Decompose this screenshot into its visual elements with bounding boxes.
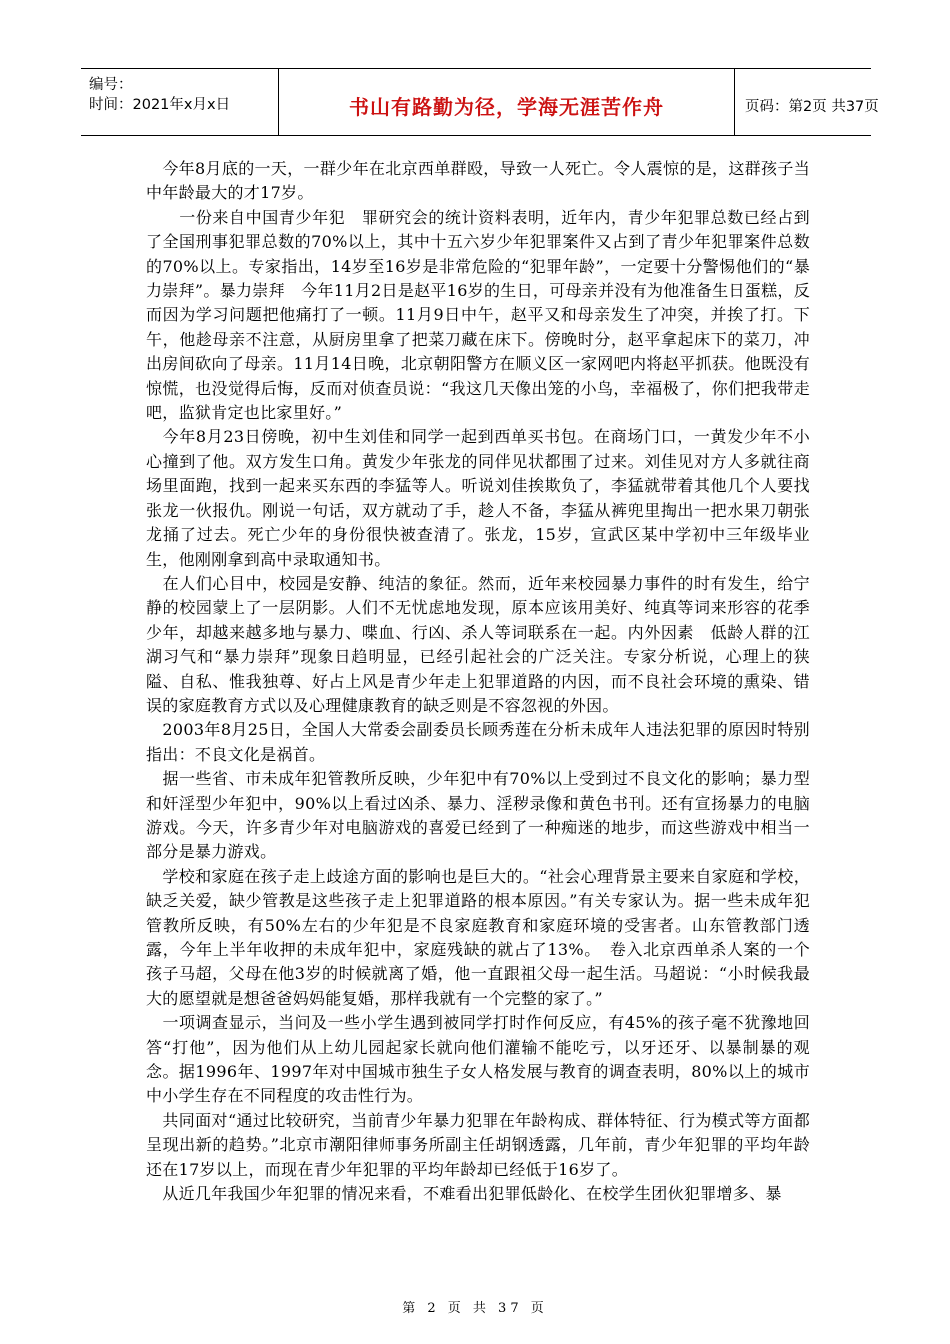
header-meta-cell	[81, 69, 279, 135]
paragraph: 今年8月23日傍晚，初中生刘佳和同学一起到西单买书包。在商场门口，一黄发少年不小心撞到了他。双方发生口角。黄发少年张龙的同伴见状都围了过来。刘佳见对方人多就往商场里面跑，找到一起来买东西的李猛等人。听说刘佳挨欺负了，李猛就带着其他几个人要找张龙一伙报仇。刚说一句话，双方就动了手，趁人不备，李猛从裤兜里掏出一把水果刀朝张龙捅了过去。死亡少年的身份很快被查清了。张龙，15岁，宣武区某中学初中三年级毕业生，他刚刚拿到高中录取通知书。	[146, 427, 810, 569]
header-motto: 书山有路勤为径，学海无涯苦作舟	[349, 95, 664, 119]
paragraph: 共同面对“通过比较研究，当前青少年暴力犯罪在年龄构成、群体特征、行为模式等方面都呈现出新的趋势。”北京市潮阳律师事务所副主任胡钢透露，几年前，青少年犯罪的平均年龄还在17岁以上，而现在青少年犯罪的平均年龄却已经低于16岁了。	[146, 1110, 810, 1179]
paragraph: 2003年8月25日，全国人大常委会副委员长顾秀莲在分析未成年人违法犯罪的原因时特别指出：不良文化是祸首。	[146, 720, 810, 764]
page-footer: 第 2 页 共 37 页	[402, 1301, 548, 1316]
document-number-label: 编号：	[89, 77, 133, 93]
header-page-cell	[735, 69, 879, 135]
paragraph: 一项调查显示，当问及一些小学生遇到被同学打时作何反应，有45%的孩子毫不犹豫地回答“打他”，因为他们从上幼儿园起家长就向他们灌输不能吃亏，以牙还牙、以暴制暴的观念。据1996年、1997年对中国城市独生子女人格发展与教育的调查表明，80%以上的城市中小学生存在不同程度的攻击性行为。	[146, 1013, 810, 1106]
header-page-number: 页码：第2页 共37页	[745, 99, 879, 115]
paragraph: 从近几年我国少年犯罪的情况来看，不难看出犯罪低龄化、在校学生团伙犯罪增多、暴	[146, 1184, 782, 1204]
paragraph: 在人们心目中，校园是安静、纯洁的象征。然而，近年来校园暴力事件的时有发生，给宁静的校园蒙上了一层阴影。人们不无忧虑地发现，原本应该用美好、纯真等词来形容的花季少年，却越来越多地与暴力、喋血、行凶、杀人等词联系在一起。内外因素 低龄人群的江湖习气和“暴力崇拜”现象日趋明显，已经引起社会的广泛关注。专家分析说，心理上的狭隘、自私、惟我独尊、好占上风是青少年走上犯罪道路的内因，而不良社会环境的熏染、错误的家庭教育方式以及心理健康教育的缺乏则是不容忽视的外因。	[146, 573, 810, 715]
page-header	[81, 68, 879, 136]
header-motto-cell	[279, 69, 735, 135]
paragraph: 一份来自中国青少年犯 罪研究会的统计资料表明，近年内，青少年犯罪总数已经占到了全国刑事犯罪总数的70%以上，其中十五六岁少年犯罪案件又占到了青少年犯罪案件总数的70%以上。专家指出，14岁至16岁是非常危险的“犯罪年龄”，一定要十分警惕他们的“暴力崇拜”。暴力崇拜 今年11月2日是赵平16岁的生日，可母亲并没有为他准备生日蛋糕，反而因为学习问题把他痛打了一顿。11月9日中午，赵平又和母亲发生了冲突，并挨了打。下午，他趁母亲不注意，从厨房里拿了把菜刀藏在床下。傍晚时分，赵平拿起床下的菜刀，冲出房间砍向了母亲。11月14日晚，北京朝阳警方在顺义区一家网吧内将赵平抓获。他既没有惊慌，也没觉得后悔，反而对侦查员说：“我这几天像出笼的小鸟，幸福极了，你们把我带走吧，监狱肯定也比家里好。”	[146, 207, 810, 423]
paragraph: 今年8月底的一天，一群少年在北京西单群殴，导致一人死亡。令人震惊的是，这群孩子当中年龄最大的才17岁。	[146, 159, 810, 203]
document-time-label: 时间：2021年x月x日	[89, 97, 231, 113]
paragraph: 学校和家庭在孩子走上歧途方面的影响也是巨大的。“社会心理背景主要来自家庭和学校，缺乏关爱，缺少管教是这些孩子走上犯罪道路的根本原因。”有关专家认为。据一些未成年犯管教所反映，有50%左右的少年犯是不良家庭教育和家庭环境的受害者。山东管教部门透露，今年上半年收押的未成年犯中，家庭残缺的就占了13%。 卷入北京西单杀人案的一个孩子马超，父母在他3岁的时候就离了婚，他一直跟祖父母一起生活。马超说：“小时候我最大的愿望就是想爸爸妈妈能复婚，那样我就有一个完整的家了。”	[146, 866, 810, 1008]
paragraph: 据一些省、市未成年犯管教所反映，少年犯中有70%以上受到过不良文化的影响；暴力型和奸淫型少年犯中，90%以上看过凶杀、暴力、淫秽录像和黄色书刊。还有宣扬暴力的电脑游戏。今天，许多青少年对电脑游戏的喜爱已经到了一种痴迷的地步，而这些游戏中相当一部分是暴力游戏。	[146, 769, 810, 862]
article-body	[146, 157, 810, 1206]
